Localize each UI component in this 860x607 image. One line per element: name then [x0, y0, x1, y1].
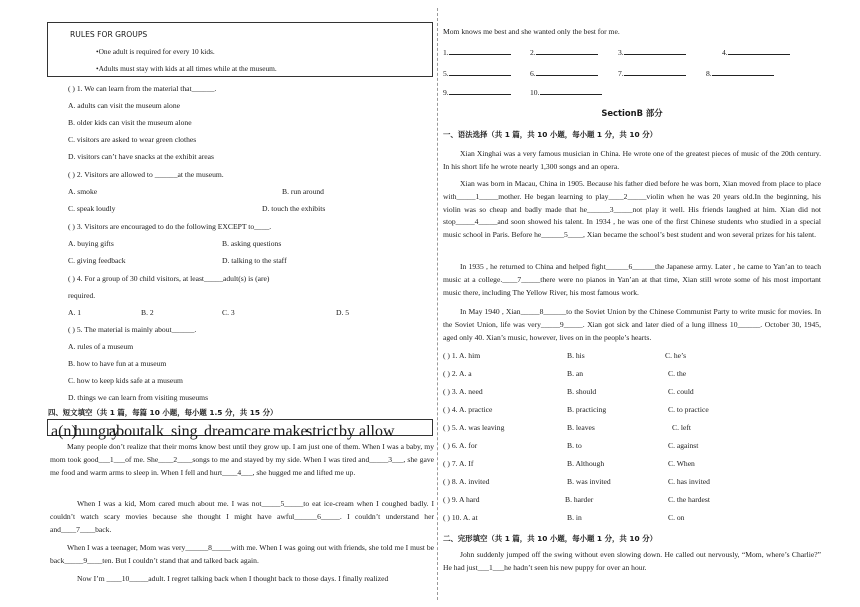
section-title: 二、完形填空（共 1 篇，共 10 小题，每小题 1 分，共 10 分）: [443, 534, 658, 543]
passage-paragraph: Xian Xinghai was a very famous musician in China. He wrote one of the greatest pieces of music of the 20th century. In his short life he wrote nearly 1,300 songs and an opera.: [443, 149, 821, 171]
option: A. rules of a museum: [68, 342, 134, 351]
question-stem: ( ) 3. Visitors are encouraged to do the following EXCEPT to____.: [68, 222, 272, 231]
mc-option: B. to: [567, 441, 582, 450]
word: a(n): [51, 423, 77, 440]
passage-paragraph: When I was a teenager, Mom was very______8_____with me. When I was going out with friends, she told me I must be back_____9____ten. But I couldn’t stand that and talked back again.: [50, 543, 434, 565]
passage-paragraph: In May 1940 , Xian_____8______to the Soviet Union by the Chinese Communist Party to write music for movies. In the Soviet Union, life was very_____9_____. Xian got sick and later died of a lung illness 10______. October 30, 1945, aged only 40. Xian’s music, however, lives on in the people’s hearts.: [443, 307, 821, 342]
option: A. smoke: [68, 187, 98, 196]
question-stem: ( ) 1. We can learn from the material that______.: [68, 84, 217, 93]
mc-question: ( ) 5. A. was leaving: [443, 423, 505, 432]
option: B. older kids can visit the museum alone: [68, 118, 192, 127]
mc-option: C. to practice: [668, 405, 709, 414]
rule-item: •Adults must stay with kids at all times while at the museum.: [96, 64, 277, 73]
question-stem: ( ) 2. Visitors are allowed to ______at the museum.: [68, 170, 224, 179]
mc-option: C. the: [668, 369, 687, 378]
option: D. visitors can’t have snacks at the exhibit areas: [68, 152, 214, 161]
word: about: [109, 423, 145, 440]
option: B. asking questions: [222, 239, 282, 248]
word: talk: [140, 423, 164, 440]
question-stem: ( ) 5. The material is mainly about______.: [68, 325, 197, 334]
mc-option: C. When: [668, 459, 695, 468]
word: make: [273, 423, 308, 440]
mc-question: ( ) 4. A. practice: [443, 405, 493, 414]
option: A. buying gifts: [68, 239, 114, 248]
mc-question: ( ) 10. A. at: [443, 513, 478, 522]
mc-question: ( ) 9. A hard: [443, 495, 480, 504]
mc-option: C. against: [668, 441, 699, 450]
mc-question: ( ) 6. A. for: [443, 441, 478, 450]
option: D. talking to the staff: [222, 256, 287, 265]
mc-option: B. was invited: [567, 477, 611, 486]
word: sing: [171, 423, 198, 440]
option: A. adults can visit the museum alone: [68, 101, 180, 110]
mc-question: ( ) 8. A. invited: [443, 477, 490, 486]
mc-option: B. an: [567, 369, 584, 378]
mc-option: C. on: [668, 513, 685, 522]
mc-option: B. harder: [565, 495, 594, 504]
answer-slot: 6.: [530, 69, 598, 78]
answer-slot: 1.: [443, 48, 511, 57]
option: D. things we can learn from visiting museums: [68, 393, 209, 402]
mc-question: ( ) 7. A. If: [443, 459, 474, 468]
mc-question: ( ) 3. A. need: [443, 387, 483, 396]
option: C. how to keep kids safe at a museum: [68, 376, 183, 385]
answer-slot: 8.: [706, 69, 774, 78]
mc-option: B. in: [567, 513, 582, 522]
section-heading: SectionB 部分: [601, 108, 663, 118]
passage-paragraph: Now I’m ____10_____adult. I regret talking back when I thought back to those days. I finally realized: [77, 574, 389, 583]
rule-item: •One adult is required for every 10 kids.: [96, 47, 215, 56]
word: dream: [204, 423, 244, 440]
mc-option: C. left: [672, 423, 691, 432]
passage-paragraph: Many people don’t realize that their moms know best until they grow up. I am just one of them. When I was a baby, my mom took good___1___of me. She____2____songs to me and stayed by my side. When I was tired and_____3___, she gave me food and warm arms to sleep in. When I fell and hurt____4___, she hugged me and lifted me up.: [50, 442, 434, 477]
option: D. 5: [336, 308, 350, 317]
option: C. giving feedback: [68, 256, 126, 265]
answer-slot: 9.: [443, 88, 511, 97]
word: by: [339, 423, 355, 440]
mc-option: B. leaves: [567, 423, 595, 432]
answer-slot: 4.: [722, 48, 790, 57]
passage-line: Mom knows me best and she wanted only the best for me.: [443, 27, 620, 36]
passage-paragraph: When I was a kid, Mom cared much about me. I was not_____5_____to eat ice-cream when I coughed badly. I couldn’t watch scary movies because she thought I might have awful______6_____. I couldn’t understand her and____7____back.: [50, 499, 434, 534]
mc-option: B. Although: [567, 459, 605, 468]
option: C. 3: [222, 308, 235, 317]
word: care: [244, 423, 271, 440]
passage-paragraph: Xian was born in Macau, China in 1905. Because his father died before he was born, Xian moved from place to place with_____1_____mother. He began learning to play____2_____violin when he was 20 years old.In the beginning, his violin was so cheap and badly made that he______3_____not play it well. His friends laughed at him. Xian did not stop_____4_____and soon showed his talent. In 1934 , he was one of the first Chinese students who studied in a special music school in Paris. Before he______5____, Xian became the school’s best student and won several prizes for his talent.: [443, 179, 821, 240]
word: hungry: [74, 423, 120, 440]
option: C. visitors are asked to wear green clothes: [68, 135, 197, 144]
option: B. 2: [141, 308, 154, 317]
option: B. run around: [282, 187, 324, 196]
option: A. 1: [68, 308, 82, 317]
answer-slot: 2.: [530, 48, 598, 57]
answer-slot: 10.: [530, 88, 602, 97]
option: C. speak loudly: [68, 204, 116, 213]
answer-slot: 5.: [443, 69, 511, 78]
passage-paragraph: In 1935 , he returned to China and helped fight______6______the Japanese army. Later , he came to Yan’an to teach music at a college.____7_____there were no pianos in Yan’an at that time, Xian still wrote some of his most important music there, including The Yellow River, his most famous work.: [443, 262, 821, 297]
word: allow: [359, 423, 395, 440]
word-box: [47, 419, 433, 440]
option: D. touch the exhibits: [262, 204, 326, 213]
mc-option: B. his: [567, 351, 585, 360]
mc-option: C. could: [668, 387, 694, 396]
answer-slot: 3.: [618, 48, 686, 57]
section-title: 四、短文填空（共 1 篇，每篇 10 小题，每小题 1.5 分，共 15 分）: [48, 408, 278, 417]
question-stem-continued: required.: [68, 291, 96, 300]
mc-option: B. should: [567, 387, 597, 396]
answer-slot: 7.: [618, 69, 686, 78]
section-title: 一、语法选择（共 1 篇，共 10 小题，每小题 1 分，共 10 分）: [443, 130, 658, 139]
word: strict: [306, 423, 338, 440]
option: B. how to have fun at a museum: [68, 359, 167, 368]
mc-option: C. he’s: [665, 351, 687, 360]
column-divider: [437, 8, 438, 600]
rules-title: RULES FOR GROUPS: [70, 30, 148, 39]
question-stem: ( ) 4. For a group of 30 child visitors, at least_____adult(s) is (are): [68, 274, 270, 283]
mc-option: C. the hardest: [668, 495, 710, 504]
mc-question: ( ) 1. A. him: [443, 351, 481, 360]
mc-option: C. has invited: [668, 477, 710, 486]
mc-option: B. practicing: [567, 405, 607, 414]
mc-question: ( ) 2. A. a: [443, 369, 472, 378]
passage-paragraph: John suddenly jumped off the swing without even slowing down. He called out nervously, “Mom, where’s Charlie?” He had just___1___he hadn’t seen his new puppy for over an hour.: [443, 550, 821, 572]
